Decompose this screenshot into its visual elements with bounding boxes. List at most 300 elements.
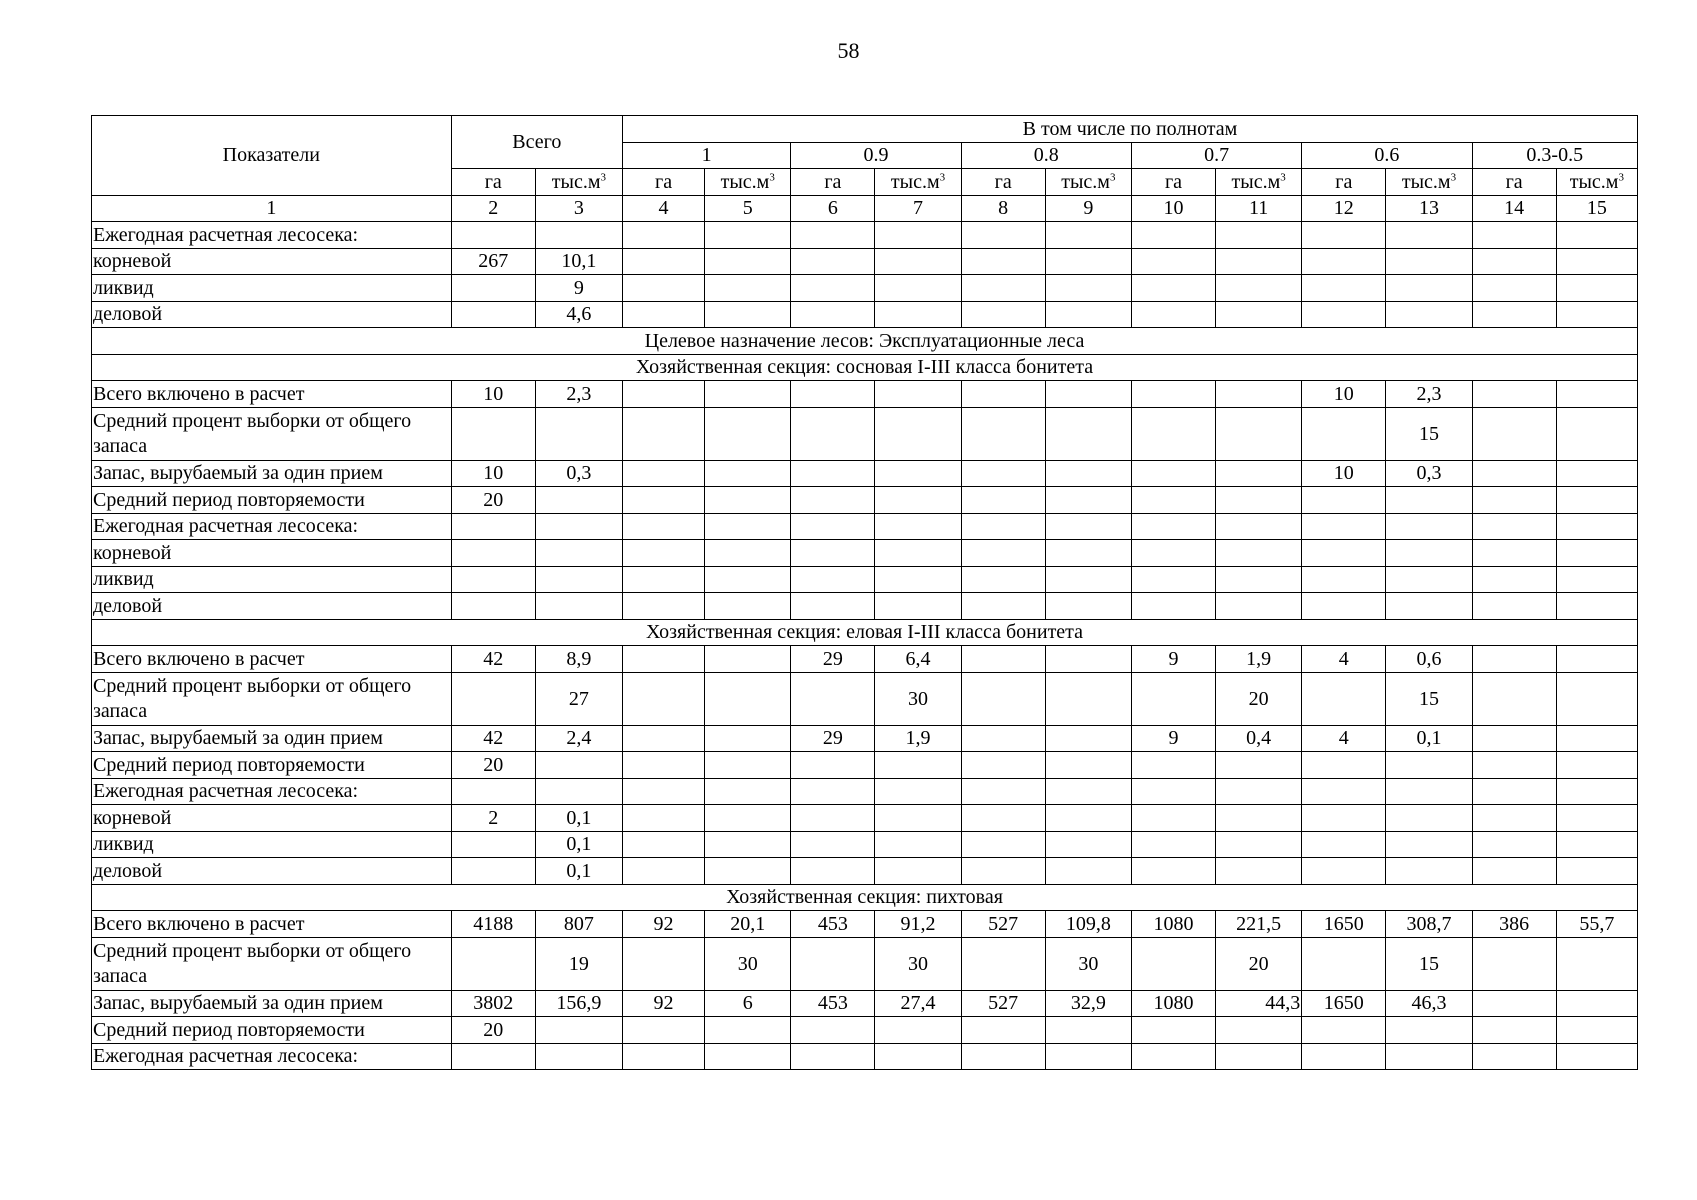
table-row: [92, 858, 1638, 885]
table-cell: [705, 646, 791, 673]
table-cell: [1386, 752, 1472, 779]
table-cell: [1302, 593, 1386, 620]
table-cell: 4,6: [535, 301, 622, 328]
column-number-cell: 8: [961, 195, 1045, 222]
table-cell: [622, 778, 704, 805]
table-cell: [1302, 1043, 1386, 1070]
table-cell: [622, 487, 704, 514]
table-cell: [791, 407, 875, 460]
column-number-cell: 11: [1216, 195, 1302, 222]
table-cell: 9: [535, 275, 622, 302]
table-row: [92, 593, 1638, 620]
table-cell: 20: [451, 487, 535, 514]
table-cell: 1,9: [875, 725, 961, 752]
table-cell: 0,6: [1386, 646, 1472, 673]
table-cell: [1045, 858, 1131, 885]
table-cell: [1216, 858, 1302, 885]
table-cell: 30: [875, 937, 961, 990]
table-cell: [875, 275, 961, 302]
table-cell: [1302, 1017, 1386, 1044]
table-cell: [1472, 460, 1556, 487]
unit-volume-cell: $тыс.м^3$: [705, 169, 791, 196]
unit-volume-cell: $тыс.м^3$: [535, 169, 622, 196]
table-cell: [1472, 858, 1556, 885]
table-cell: 29: [791, 725, 875, 752]
column-number-cell: 5: [705, 195, 791, 222]
table-cell: [1131, 513, 1215, 540]
table-row: [92, 778, 1638, 805]
row-label: ликвид: [92, 831, 452, 858]
table-cell: [1302, 540, 1386, 567]
table-cell: [705, 301, 791, 328]
table-cell: [1131, 566, 1215, 593]
row-label: Ежегодная расчетная лесосека:: [92, 222, 452, 249]
table-cell: [1386, 248, 1472, 275]
row-label: корневой: [92, 805, 452, 832]
table-cell: 20: [451, 752, 535, 779]
table-cell: [451, 1043, 535, 1070]
table-cell: [451, 540, 535, 567]
table-cell: [961, 1043, 1045, 1070]
unit-ha-cell: га: [1472, 169, 1556, 196]
header-density-0.7: 0.7: [1131, 142, 1301, 169]
table-cell: [451, 831, 535, 858]
table-cell: [1302, 487, 1386, 514]
header-density-0.8: 0.8: [961, 142, 1131, 169]
table-cell: 0,4: [1216, 725, 1302, 752]
table-cell: 1650: [1302, 990, 1386, 1017]
table-cell: [535, 1043, 622, 1070]
table-cell: [1302, 301, 1386, 328]
table-cell: [451, 301, 535, 328]
table-row: [92, 911, 1638, 938]
table-cell: 2,4: [535, 725, 622, 752]
table-cell: [1216, 301, 1302, 328]
header-density-0.6: 0.6: [1302, 142, 1472, 169]
table-cell: [961, 858, 1045, 885]
table-cell: [1131, 222, 1215, 249]
row-label: деловой: [92, 593, 452, 620]
table-cell: [961, 646, 1045, 673]
table-cell: [535, 778, 622, 805]
section-title: Хозяйственная секция: сосновая I-III класса бонитета: [92, 354, 1638, 381]
table-cell: [1472, 752, 1556, 779]
table-cell: 4188: [451, 911, 535, 938]
row-label: Ежегодная расчетная лесосека:: [92, 1043, 452, 1070]
table-cell: [1386, 513, 1472, 540]
table-cell: [1216, 222, 1302, 249]
table-cell: [1472, 1043, 1556, 1070]
table-cell: [1556, 222, 1637, 249]
table-cell: 2,3: [535, 381, 622, 408]
section-row: [92, 619, 1638, 646]
table-cell: [451, 407, 535, 460]
table-cell: [1302, 858, 1386, 885]
table-cell: [1216, 540, 1302, 567]
table-cell: 10: [451, 460, 535, 487]
table-cell: [1131, 1017, 1215, 1044]
table-cell: [1472, 540, 1556, 567]
column-number-cell: 2: [451, 195, 535, 222]
table-cell: [1045, 248, 1131, 275]
column-number-cell: 3: [535, 195, 622, 222]
table-cell: [875, 407, 961, 460]
table-cell: 109,8: [1045, 911, 1131, 938]
table-cell: [1472, 301, 1556, 328]
table-cell: [1556, 858, 1637, 885]
row-label: корневой: [92, 248, 452, 275]
table-cell: [535, 752, 622, 779]
table-cell: 20: [1216, 672, 1302, 725]
table-cell: [1386, 778, 1472, 805]
table-cell: [1472, 407, 1556, 460]
row-label: корневой: [92, 540, 452, 567]
table-cell: [1386, 222, 1472, 249]
table-cell: [1302, 275, 1386, 302]
row-label: Ежегодная расчетная лесосека:: [92, 513, 452, 540]
table-cell: [1131, 275, 1215, 302]
table-cell: 9: [1131, 725, 1215, 752]
table-cell: [1386, 487, 1472, 514]
row-label: ликвид: [92, 566, 452, 593]
table-cell: [1302, 222, 1386, 249]
section-title: Хозяйственная секция: еловая I-III класса бонитета: [92, 619, 1638, 646]
row-label: Всего включено в расчет: [92, 381, 452, 408]
table-cell: [875, 593, 961, 620]
column-numbers-row: [92, 195, 1638, 222]
table-row: [92, 805, 1638, 832]
unit-volume-cell: $тыс.м^3$: [1386, 169, 1472, 196]
table-cell: [1302, 672, 1386, 725]
table-cell: 92: [622, 911, 704, 938]
row-label: Запас, вырубаемый за один прием: [92, 725, 452, 752]
table-row: [92, 831, 1638, 858]
table-cell: [535, 513, 622, 540]
table-cell: 221,5: [1216, 911, 1302, 938]
header-by-density: В том числе по полнотам: [622, 116, 1637, 143]
table-cell: [1302, 831, 1386, 858]
table-cell: [705, 381, 791, 408]
table-cell: 6,4: [875, 646, 961, 673]
table-cell: [961, 301, 1045, 328]
table-cell: [1556, 301, 1637, 328]
table-cell: [622, 460, 704, 487]
table-cell: [791, 752, 875, 779]
table-cell: [1472, 381, 1556, 408]
table-cell: [961, 1017, 1045, 1044]
row-label: деловой: [92, 301, 452, 328]
table-cell: [1556, 487, 1637, 514]
table-cell: [1216, 593, 1302, 620]
column-number-cell: 9: [1045, 195, 1131, 222]
table-cell: 19: [535, 937, 622, 990]
table-cell: 15: [1386, 672, 1472, 725]
table-cell: [875, 1017, 961, 1044]
table-cell: [705, 752, 791, 779]
table-cell: [705, 1017, 791, 1044]
table-cell: 20,1: [705, 911, 791, 938]
table-cell: [961, 275, 1045, 302]
table-cell: [1045, 805, 1131, 832]
table-cell: [1386, 1043, 1472, 1070]
table-cell: [622, 222, 704, 249]
table-cell: [451, 566, 535, 593]
table-cell: [705, 566, 791, 593]
table-cell: [1556, 248, 1637, 275]
section-title: Хозяйственная секция: пихтовая: [92, 884, 1638, 911]
table-cell: [622, 593, 704, 620]
table-cell: [705, 248, 791, 275]
table-cell: [705, 831, 791, 858]
table-cell: [1386, 593, 1472, 620]
table-cell: [875, 460, 961, 487]
header-density-0.3-0.5: 0.3-0.5: [1472, 142, 1637, 169]
table-cell: [1045, 460, 1131, 487]
table-cell: [705, 540, 791, 567]
table-cell: [1045, 672, 1131, 725]
table-cell: [451, 593, 535, 620]
table-cell: [1472, 513, 1556, 540]
table-cell: [961, 513, 1045, 540]
table-cell: [1472, 1017, 1556, 1044]
table-row: [92, 1017, 1638, 1044]
table-cell: [622, 513, 704, 540]
table-cell: [875, 222, 961, 249]
table-cell: [1045, 778, 1131, 805]
table-cell: [1472, 778, 1556, 805]
table-cell: [875, 381, 961, 408]
table-cell: [961, 752, 1045, 779]
table-cell: [1045, 646, 1131, 673]
table-cell: [1045, 381, 1131, 408]
section-row: [92, 328, 1638, 355]
table-cell: 91,2: [875, 911, 961, 938]
table-cell: [705, 275, 791, 302]
table-cell: [791, 487, 875, 514]
table-cell: [622, 725, 704, 752]
column-number-cell: 12: [1302, 195, 1386, 222]
table-cell: [791, 672, 875, 725]
table-cell: 10: [451, 381, 535, 408]
table-cell: [451, 778, 535, 805]
table-cell: [705, 672, 791, 725]
table-cell: [622, 1043, 704, 1070]
row-label: Запас, вырубаемый за один прием: [92, 460, 452, 487]
row-label: Всего включено в расчет: [92, 911, 452, 938]
table-cell: [1386, 540, 1472, 567]
table-cell: [1131, 937, 1215, 990]
table-cell: [791, 381, 875, 408]
table-cell: [1045, 831, 1131, 858]
table-cell: [961, 566, 1045, 593]
table-cell: [622, 937, 704, 990]
table-cell: 92: [622, 990, 704, 1017]
unit-ha-cell: га: [961, 169, 1045, 196]
table-cell: [875, 248, 961, 275]
column-number-cell: 1: [92, 195, 452, 222]
table-cell: [1556, 778, 1637, 805]
table-cell: [1472, 222, 1556, 249]
table-cell: 453: [791, 911, 875, 938]
table-cell: [1556, 513, 1637, 540]
table-cell: [1045, 1017, 1131, 1044]
table-cell: 29: [791, 646, 875, 673]
table-cell: [1302, 937, 1386, 990]
table-cell: 30: [705, 937, 791, 990]
table-cell: [791, 275, 875, 302]
table-cell: 267: [451, 248, 535, 275]
table-cell: [1386, 858, 1472, 885]
table-cell: 0,1: [1386, 725, 1472, 752]
table-cell: [1131, 831, 1215, 858]
table-cell: 4: [1302, 646, 1386, 673]
table-cell: [1556, 275, 1637, 302]
table-cell: [875, 858, 961, 885]
unit-ha-cell: га: [1131, 169, 1215, 196]
table-cell: [1556, 407, 1637, 460]
page-number: 58: [837, 38, 860, 63]
table-cell: [875, 778, 961, 805]
table-cell: [705, 725, 791, 752]
row-label: Средний процент выборки от общего запаса: [92, 937, 452, 990]
table-cell: [961, 407, 1045, 460]
table-cell: [1556, 725, 1637, 752]
table-cell: [1472, 831, 1556, 858]
table-cell: [791, 805, 875, 832]
table-cell: [1131, 407, 1215, 460]
table-cell: [875, 831, 961, 858]
table-row: [92, 407, 1638, 460]
table-row: [92, 301, 1638, 328]
table-cell: [1216, 1043, 1302, 1070]
table-cell: [1045, 407, 1131, 460]
table-cell: [451, 222, 535, 249]
table-cell: 10: [1302, 460, 1386, 487]
unit-volume-cell: $тыс.м^3$: [875, 169, 961, 196]
table-row: [92, 566, 1638, 593]
table-cell: 44,3: [1216, 990, 1302, 1017]
table-cell: 527: [961, 911, 1045, 938]
table-cell: [622, 805, 704, 832]
table-cell: [1556, 593, 1637, 620]
table-cell: [622, 646, 704, 673]
table-cell: [1386, 566, 1472, 593]
table-cell: [1302, 566, 1386, 593]
table-cell: 1080: [1131, 911, 1215, 938]
row-label: Ежегодная расчетная лесосека:: [92, 778, 452, 805]
table-row: [92, 1043, 1638, 1070]
table-cell: [705, 805, 791, 832]
table-cell: [791, 778, 875, 805]
section-row: [92, 884, 1638, 911]
section-title: Целевое назначение лесов: Эксплуатационные леса: [92, 328, 1638, 355]
table-cell: [1472, 646, 1556, 673]
table-cell: [791, 937, 875, 990]
table-cell: [961, 672, 1045, 725]
table-row: [92, 990, 1638, 1017]
table-cell: [1045, 593, 1131, 620]
table-cell: [791, 1043, 875, 1070]
table-cell: 0,1: [535, 831, 622, 858]
unit-volume-cell: $тыс.м^3$: [1045, 169, 1131, 196]
table-cell: [451, 937, 535, 990]
table-cell: 807: [535, 911, 622, 938]
table-cell: [1386, 805, 1472, 832]
table-cell: 527: [961, 990, 1045, 1017]
table-cell: [1556, 1017, 1637, 1044]
table-cell: [1472, 937, 1556, 990]
table-cell: 4: [1302, 725, 1386, 752]
table-cell: [1472, 593, 1556, 620]
table-cell: [535, 566, 622, 593]
table-cell: [791, 248, 875, 275]
table-cell: [1472, 275, 1556, 302]
table-cell: 308,7: [1386, 911, 1472, 938]
table-cell: [1216, 381, 1302, 408]
column-number-cell: 14: [1472, 195, 1556, 222]
table-cell: [535, 593, 622, 620]
table-cell: [622, 752, 704, 779]
table-cell: [1472, 805, 1556, 832]
table-cell: [875, 752, 961, 779]
table-cell: [705, 460, 791, 487]
header-indicators: Показатели: [92, 116, 452, 196]
table-cell: [535, 487, 622, 514]
table-cell: [1131, 778, 1215, 805]
table-cell: [1045, 513, 1131, 540]
table-cell: [1556, 566, 1637, 593]
table-cell: 453: [791, 990, 875, 1017]
table-cell: [1302, 778, 1386, 805]
table-row: [92, 381, 1638, 408]
table-cell: [1472, 487, 1556, 514]
table-cell: [622, 301, 704, 328]
table-cell: [1386, 275, 1472, 302]
table-cell: [961, 381, 1045, 408]
table-cell: [1131, 487, 1215, 514]
table-cell: 42: [451, 646, 535, 673]
table-cell: 1,9: [1216, 646, 1302, 673]
table-cell: 2: [451, 805, 535, 832]
table-row: [92, 487, 1638, 514]
row-label: деловой: [92, 858, 452, 885]
table-cell: [1556, 540, 1637, 567]
unit-ha-cell: га: [622, 169, 704, 196]
table-cell: [1386, 1017, 1472, 1044]
table-cell: 20: [451, 1017, 535, 1044]
table-cell: [1556, 831, 1637, 858]
table-cell: [961, 831, 1045, 858]
row-label: Всего включено в расчет: [92, 646, 452, 673]
table-cell: [1556, 805, 1637, 832]
table-cell: 10,1: [535, 248, 622, 275]
table-cell: [1216, 460, 1302, 487]
table-cell: [1045, 540, 1131, 567]
table-row: [92, 248, 1638, 275]
row-label: Средний период повторяемости: [92, 487, 452, 514]
table-cell: [622, 407, 704, 460]
table-cell: [1302, 513, 1386, 540]
table-cell: [791, 222, 875, 249]
column-number-cell: 13: [1386, 195, 1472, 222]
table-row: [92, 646, 1638, 673]
forest-indicators-table: [91, 115, 1638, 1070]
table-cell: [1556, 752, 1637, 779]
table-cell: [1556, 646, 1637, 673]
table-cell: [875, 513, 961, 540]
table-cell: [1131, 248, 1215, 275]
table-cell: [1216, 778, 1302, 805]
